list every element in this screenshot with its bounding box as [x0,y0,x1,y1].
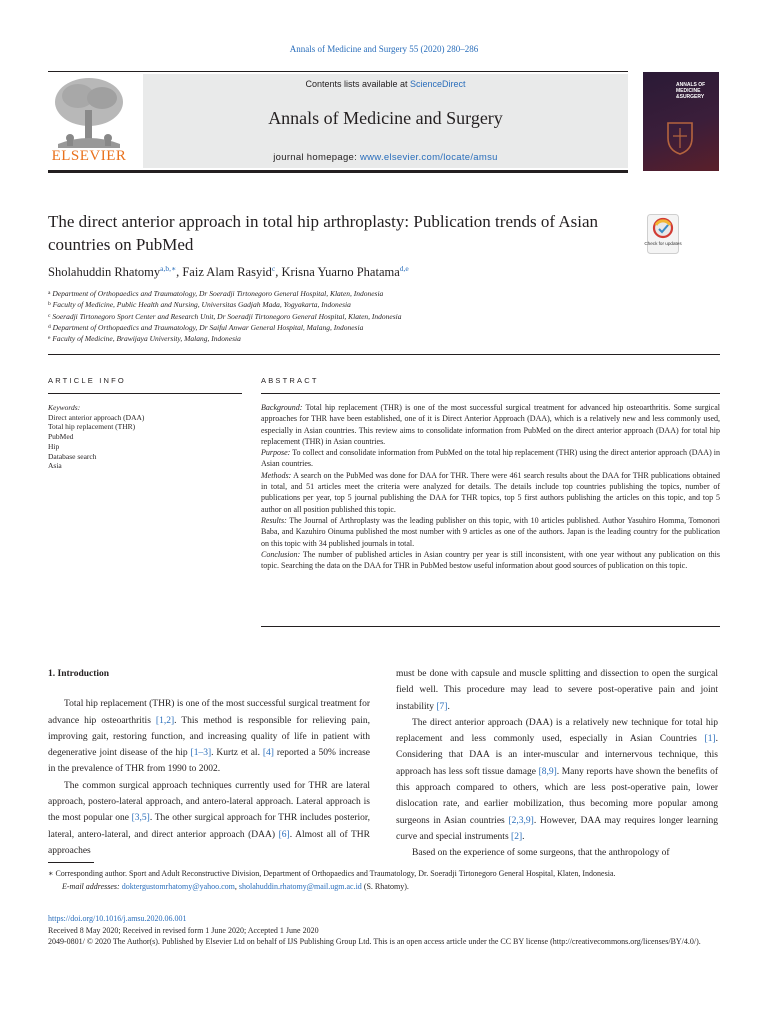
received-dates: Received 8 May 2020; Received in revised form 1 June 2020; Accepted 1 June 2020 [48,925,319,935]
article-info-rule [48,393,242,394]
citation-link[interactable]: [6] [278,829,290,840]
citation-link[interactable]: [1,2] [155,715,175,726]
keyword-item: PubMed [48,432,74,442]
paragraph-text: . Almost all of THR approaches [48,829,370,856]
abstract-section: Background: Total hip replacement (THR) is one of the most successful surgical treatment for advanced hip osteoarthritis. Some surgical approaches for THR have been established, one of it is Direct Anterior Approach (DAA), which is a relatively new and less commonly used, especially in Asian countries. This review aims to consolidate information from PubMed on the direct anterior approach (DAA) for total hip replacement (THR) in Asian countries. [261,403,720,446]
article-title: The direct anterior approach in total hip arthroplasty: Publication trends of Asian countries on PubMed [48,212,598,254]
citation-link[interactable]: [3,5] [131,813,150,824]
keyword-item: Direct anterior approach (DAA) [48,412,145,422]
author-name[interactable]: Krisna Yuarno Phatama [281,265,400,280]
abstract-section: Results: The Journal of Arthroplasty was the leading publisher on this topic, with 10 articles published. Author Yasuhiro Homma, Tomonori Baba, and Kazuhiro Oinuma published the most number with 9 articles as one of the authors. Japan is the leading country for the publication on this topic with 34 published journals in total. [261,515,720,548]
abstract-section: Conclusion: The number of published articles in Asian country per year is still inconsistent, with one year without any publication on this topic. Searching the data on the DAA for THR in PubMed bestow useful information about good sources of publication on this topic. [261,549,720,571]
paragraph-text: . Kurtz et al. [211,748,263,759]
citation-link[interactable]: [7] [436,701,448,712]
citation-link[interactable]: [4] [262,748,274,759]
paragraph-text: . This method is responsible for relieving pain, improving gait, restoring function, and increasing quality of life in patient with degenerative joint disease of the hip [48,715,370,759]
keyword-item: Asia [48,461,62,471]
author-affiliation-marks[interactable]: d,e [399,264,409,273]
body-paragraph [396,845,718,861]
email-link[interactable]: sholahuddin.rhatomy@mail.ugm.ac.id [238,882,362,891]
abstract-section: Purpose: To collect and consolidate information from PubMed on the total hip replacement (THR) using the direct anterior approach (DAA) in Asian countries. [261,448,720,469]
paragraph-text: must be done with capsule and muscle splitting and dissection to open the surgical field well. This procedure may lead to severe post-operative pain and joint instability [396,669,718,712]
affiliation-item: $^e$ Faculty of Medicine, Brawijaya University, Malang, Indonesia [48,334,241,344]
paragraph-text: . [447,701,450,712]
author-affiliation-marks[interactable]: a,b,∗ [160,264,177,273]
author-name[interactable]: Sholahuddin Rhatomy [48,265,161,280]
keyword-item: Total hip replacement (THR) [48,422,136,432]
header-bottom-rule [48,170,628,173]
keywords-label: Keywords: [48,403,81,412]
keywords-list [48,403,242,471]
keyword-item: Database search [48,451,97,461]
check-for-updates-icon[interactable] [644,214,682,254]
abstract-rule [261,393,720,394]
corresponding-author-note: ∗ Corresponding author. Sport and Adult Reconstructive Division, Department of Orthopaedics and Traumatology, Dr. Soeradji Tirtonegoro General Hospital, Klaten, Indonesia. [48,869,616,878]
affiliation-item: $^b$ Faculty of Medicine, Public Health and Nursing, Universitas Gadjah Mada, Yogyakarta, Indonesia [48,300,351,310]
publisher-wordmark: ELSEVIER [51,148,127,164]
footnote-rule [48,862,94,863]
copyright-notice: 2049-0801/ © 2020 The Author(s). Published by Elsevier Ltd on behalf of IJS Publishing Group Ltd. This is an open access article under the CC BY license (http://creativecommons.org/licenses/BY/4.0/). [48,937,701,946]
article-metadata [48,913,720,948]
journal-homepage-line: journal homepage: www.elsevier.com/locate/amsu [273,152,498,163]
keyword-item: Hip [48,441,60,451]
contents-available-line: Contents lists available at ScienceDirect [305,79,466,89]
journal-homepage-link[interactable]: www.elsevier.com/locate/amsu [359,152,498,163]
body-paragraph [396,715,718,845]
paragraph-text: . Considering that DAA is an inter-muscular and internervous technique, this approach has less soft tissue damage [396,734,718,777]
abstract-section: Methods: A search on the PubMed was done for DAA for THR. There were 461 search results about the DAA for THR publications obtained in total, and 51 articles meet the criteria were analyzed for details. The details include top countries publishing the topics, number of publications per year, top 5 journal publishing the DAA for THR topics, top 5 first authors publishing the articles on this topic, and top 5 author on all position published this topic. [261,470,720,514]
citation-link[interactable]: [2] [511,831,523,842]
paragraph-text: Based on the experience of some surgeons, that the anthropology of [412,848,670,859]
doi-link[interactable]: https://doi.org/10.1016/j.amsu.2020.06.001 [48,914,187,923]
paragraph-text: . The other surgical approach for THR includes posterior, lateral, antero-lateral, and direct anterior approach (DAA) [48,813,370,840]
sciencedirect-link[interactable]: ScienceDirect [410,79,466,89]
body-column-left [48,666,370,859]
article-info-heading: ARTICLE INFO [48,376,126,385]
citation-link[interactable]: [1–3] [190,748,212,759]
author-affiliation-marks[interactable]: c [271,264,276,273]
body-paragraph [48,778,370,859]
email-link[interactable]: doktergustomrhatomy@yahoo.com [121,882,235,891]
email-line: E-mail addresses: doktergustomrhatomy@yahoo.com, sholahuddin.rhatomy@mail.ugm.ac.id (S. Rhatomy). [62,882,409,891]
cover-title: ANNALS OF MEDICINE &SURGERY [676,82,706,100]
body-paragraph [396,666,718,715]
body-paragraph [48,696,370,777]
abstract-bottom-rule [261,626,720,627]
affiliation-item: $^c$ Soeradji Tirtonegoro Sport Center and Research Unit, Dr Soeradji Tirtonegoro General Hospital, Klaten, Indonesia [48,311,402,321]
journal-cover-thumbnail[interactable] [643,72,719,171]
body-column-right [396,666,718,862]
affiliation-item: $^a$ Department of Orthopaedics and Traumatology, Dr Soeradji Tirtonegoro General Hospital, Klaten, Indonesia [48,289,384,298]
journal-reference-link[interactable]: Annals of Medicine and Surgery 55 (2020) 280–286 [289,44,479,54]
affiliation-item: $^d$ Department of Orthopaedics and Traumatology, Dr Saiful Anwar General Hospital, Malang, Indonesia [48,322,364,332]
paragraph-text: reported a 50% increase in the prevalence of THR from 1990 to 2002. [48,748,370,775]
title-block-rule [48,354,720,355]
paragraph-text: . Many reports have shown the benefits of this approach compared to others, which are less post-operative pain, lower dislocation rate, and earlier mobilization, thus becoming more popular among surgeons in Asian countries [396,766,718,826]
citation-link[interactable]: [2,3,9] [508,815,534,826]
journal-name: Annals of Medicine and Surgery [268,108,503,128]
author-name[interactable]: Faiz Alam Rasyid [182,265,272,280]
paragraph-text: The direct anterior approach (DAA) is a relatively new technique for total hip replacement and less commonly used, especially in Asian Countries [396,717,718,745]
crossmark-label: Check for updates [644,241,682,246]
paragraph-text: Total hip replacement (THR) is one of the most successful surgical treatment for advance hip osteoarthritis [48,699,370,726]
cover-emblem-icon [665,120,695,156]
paragraph-text: The common surgical approach techniques currently used for THR are lateral approach, postero-lateral approach, and antero-lateral approach. Lateral approach is the most popular one [48,780,370,824]
header-top-rule [48,71,628,72]
paragraph-text: . However, DAA may requires longer learning curve and special instruments [396,815,718,842]
abstract-heading: ABSTRACT [261,376,319,385]
affiliation-list [48,288,728,344]
citation-link[interactable]: [1] [704,734,716,745]
footnotes [48,867,720,893]
abstract-body [261,402,720,571]
section-heading: 1. Introduction [48,669,110,679]
citation-link[interactable]: [8,9] [538,766,557,777]
author-list: Sholahuddin Rhatomy$^{a,b,∗}$, Faiz Alam Rasyid$^c$, Krisna Yuarno Phatama$^{d,e}$ [48,264,409,280]
paragraph-text: . [522,831,525,842]
